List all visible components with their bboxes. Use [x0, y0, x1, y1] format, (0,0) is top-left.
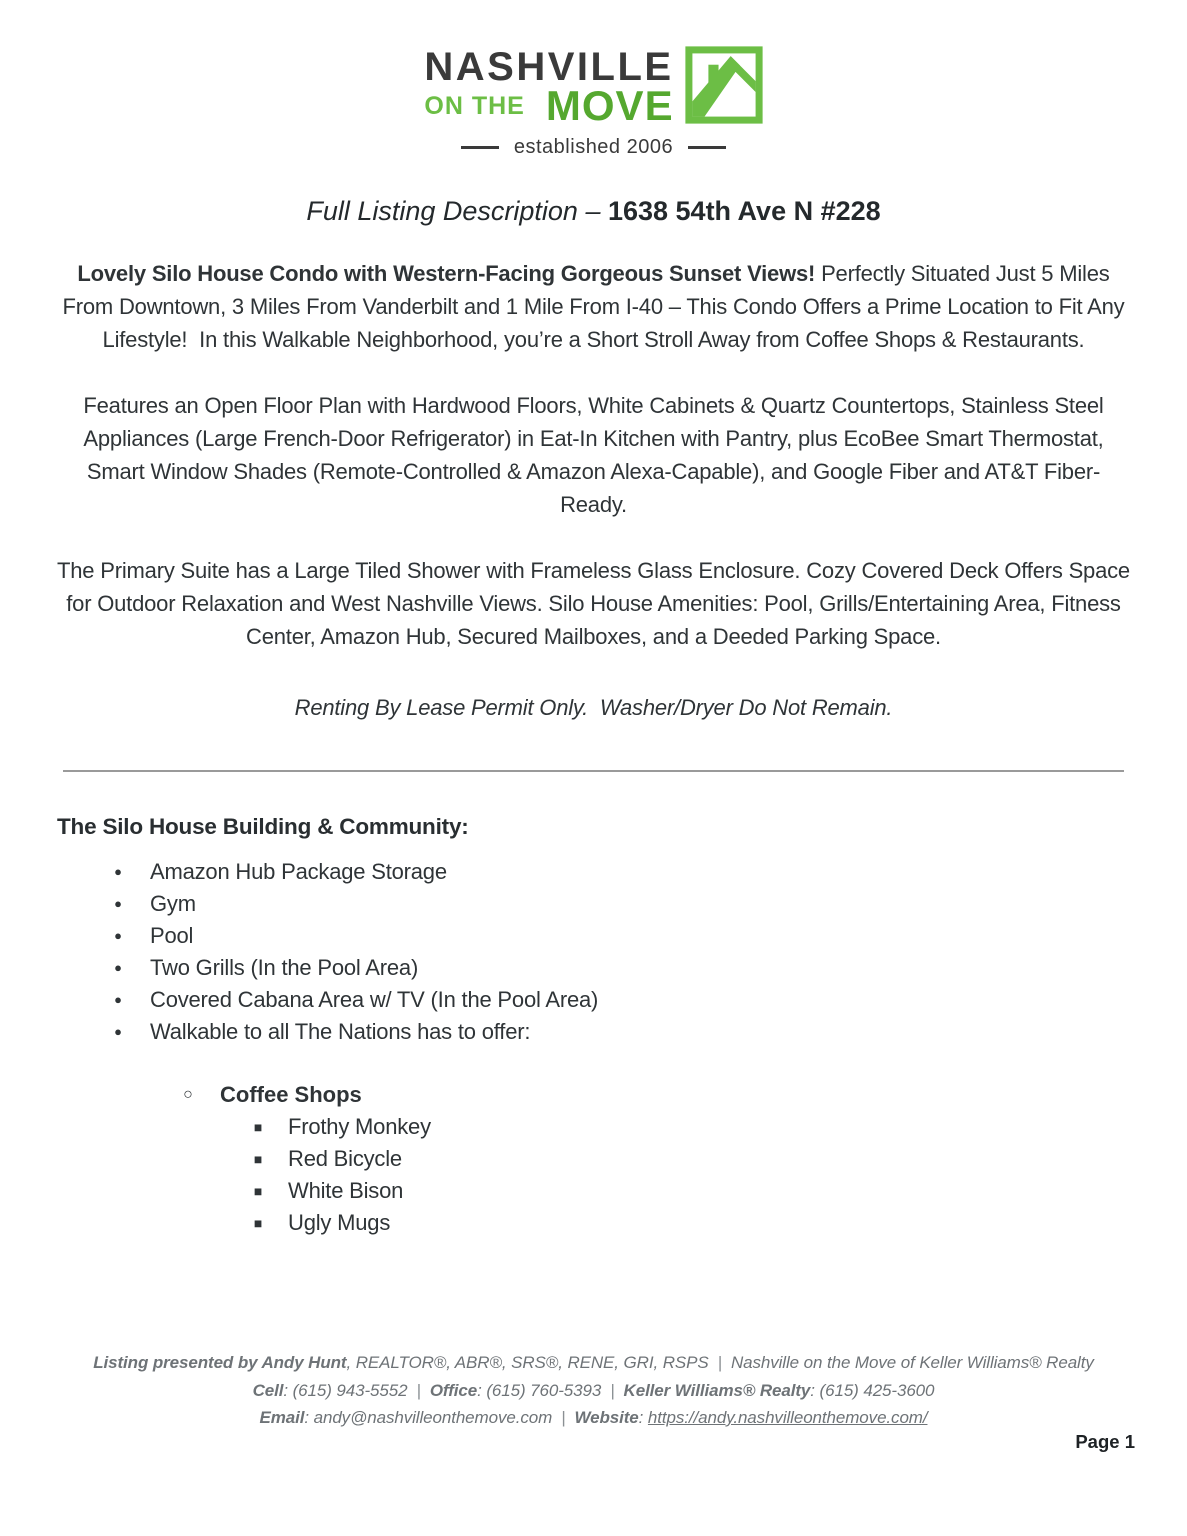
community-list-item — [57, 856, 1130, 888]
coffee-shops-block — [57, 1079, 1130, 1239]
logo-move-text: MOVE — [545, 81, 674, 129]
community-list-item — [57, 984, 1130, 1016]
coffee-shop-item-label: Frothy Monkey — [288, 1114, 431, 1139]
footer-office-label: Office — [429, 1380, 478, 1400]
disc-bullet-icon: ● — [114, 960, 122, 975]
listing-paragraph-note: Renting By Lease Permit Only. Washer/Dryer Do Not Remain. — [294, 695, 893, 720]
footer-line-phones — [0, 1377, 1187, 1405]
footer-separator: | — [717, 1353, 722, 1372]
coffee-shop-item-label: Red Bicycle — [288, 1146, 402, 1171]
footer-line-contact — [0, 1404, 1187, 1432]
square-bullet-icon: ■ — [253, 1151, 263, 1167]
listing-footer — [0, 1349, 1187, 1432]
page-title-address: 1638 54th Ave N #228 — [607, 196, 881, 226]
square-bullet-icon: ■ — [253, 1119, 263, 1135]
community-list-item — [57, 920, 1130, 952]
disc-bullet-icon: ● — [114, 864, 122, 879]
page-title-prefix: Full Listing Description – — [306, 196, 608, 226]
logo-on-the-text: ON THE — [424, 92, 525, 121]
footer-separator: | — [610, 1380, 615, 1400]
brand-logo — [57, 0, 1130, 159]
community-list-item-label: Gym — [150, 891, 196, 916]
dash-line-icon — [688, 146, 726, 149]
footer-separator: | — [416, 1380, 421, 1400]
coffee-shop-item-label: Ugly Mugs — [288, 1210, 391, 1235]
footer-website-link[interactable]: https://andy.nashvilleonthemove.com/ — [647, 1408, 928, 1427]
footer-line-agent — [0, 1349, 1187, 1377]
established-line — [461, 136, 726, 159]
section-divider — [63, 770, 1124, 772]
disc-bullet-icon: ● — [114, 928, 122, 943]
footer-cell-label: Cell — [252, 1380, 284, 1400]
listing-paragraph-3: The Primary Suite has a Large Tiled Shower with Frameless Glass Enclosure. Cozy Covered Deck Offers Space for Outdoor Relaxation and West Nashville Views. Silo House Amenities: Pool, Grills/Entertaining Area, Fitness Center, Amazon Hub, Secured Mailboxes, and a Deeded Parking Space. — [57, 558, 1136, 649]
listing-paragraph-2: Features an Open Floor Plan with Hardwood Floors, White Cabinets & Quartz Countertops, Stainless Steel Appliances (Large French-Door Refrigerator) in Eat-In Kitchen with Pantry, plus EcoBee Smart Thermostat, Smart Window Shades (Remote-Controlled & Amazon Alexa-Capable), and Google Fiber and AT&T Fiber-Ready. — [83, 393, 1110, 517]
community-section-heading: The Silo House Building & Community: — [57, 814, 469, 839]
footer-presented-by: Listing presented by Andy Hunt — [93, 1353, 347, 1372]
paragraph-1-lead: Lovely Silo House Condo with Western-Facing Gorgeous Sunset Views! — [77, 261, 816, 286]
coffee-shops-heading-label: Coffee Shops — [220, 1082, 362, 1107]
footer-brokerage: Nashville on the Move of Keller Williams® Realty — [730, 1353, 1094, 1372]
community-list-item — [57, 952, 1130, 984]
footer-email-label: Email — [259, 1408, 305, 1427]
coffee-shop-item — [57, 1143, 1130, 1175]
footer-cell-value: : (615) 943-5552 — [283, 1380, 408, 1400]
square-bullet-icon: ■ — [253, 1183, 263, 1199]
coffee-shop-item — [57, 1207, 1130, 1239]
coffee-shop-item — [57, 1175, 1130, 1207]
page-title — [57, 196, 1130, 227]
paragraph-1-body: Perfectly Situated Just 5 Miles From Downtown, 3 Miles From Vanderbilt and 1 Mile From I-40 – This Condo Offers a Prime Location to Fit Any Lifestyle! In this Walkable Neighborhood, you’re a Short Stroll Away from Coffee Shops & Restaurants. — [62, 261, 1131, 352]
coffee-shops-heading-row — [57, 1079, 1130, 1111]
community-list-item-label: Pool — [150, 923, 194, 948]
listing-paragraph-1 — [57, 257, 1130, 356]
coffee-shops-list — [57, 1111, 1130, 1239]
footer-website-label: Website — [574, 1408, 639, 1427]
disc-bullet-icon: ● — [114, 992, 122, 1007]
footer-credentials: , REALTOR®, ABR®, SRS®, RENE, GRI, RSPS — [346, 1353, 709, 1372]
disc-bullet-icon: ● — [114, 1024, 122, 1039]
footer-office-value: : (615) 760-5393 — [477, 1380, 602, 1400]
coffee-shop-item-label: White Bison — [288, 1178, 404, 1203]
community-list-item-label: Two Grills (In the Pool Area) — [150, 955, 419, 980]
square-bullet-icon: ■ — [253, 1215, 263, 1231]
established-text: established 2006 — [513, 136, 674, 158]
coffee-shop-item — [57, 1111, 1130, 1143]
page-number: Page 1 — [1075, 1431, 1135, 1452]
footer-kw-label: Keller Williams® Realty — [623, 1380, 811, 1400]
house-arrow-logo-icon — [685, 46, 763, 124]
footer-kw-value: : (615) 425-3600 — [810, 1380, 935, 1400]
footer-email-value: : andy@nashvilleonthemove.com — [304, 1408, 553, 1427]
community-list-item-label: Walkable to all The Nations has to offer: — [150, 1019, 531, 1044]
footer-separator: | — [561, 1408, 566, 1427]
community-list-item-label: Amazon Hub Package Storage — [150, 859, 447, 884]
disc-bullet-icon: ● — [114, 896, 122, 911]
community-list-item — [57, 888, 1130, 920]
community-list-item — [57, 1016, 1130, 1048]
community-bullet-list — [57, 856, 1130, 1048]
footer-website-colon: : — [638, 1408, 648, 1427]
logo-nashville-text: NASHVILLE — [424, 44, 674, 89]
circle-bullet-icon: ○ — [183, 1086, 193, 1103]
dash-line-icon — [461, 146, 499, 149]
community-list-item-label: Covered Cabana Area w/ TV (In the Pool Area) — [150, 987, 599, 1012]
